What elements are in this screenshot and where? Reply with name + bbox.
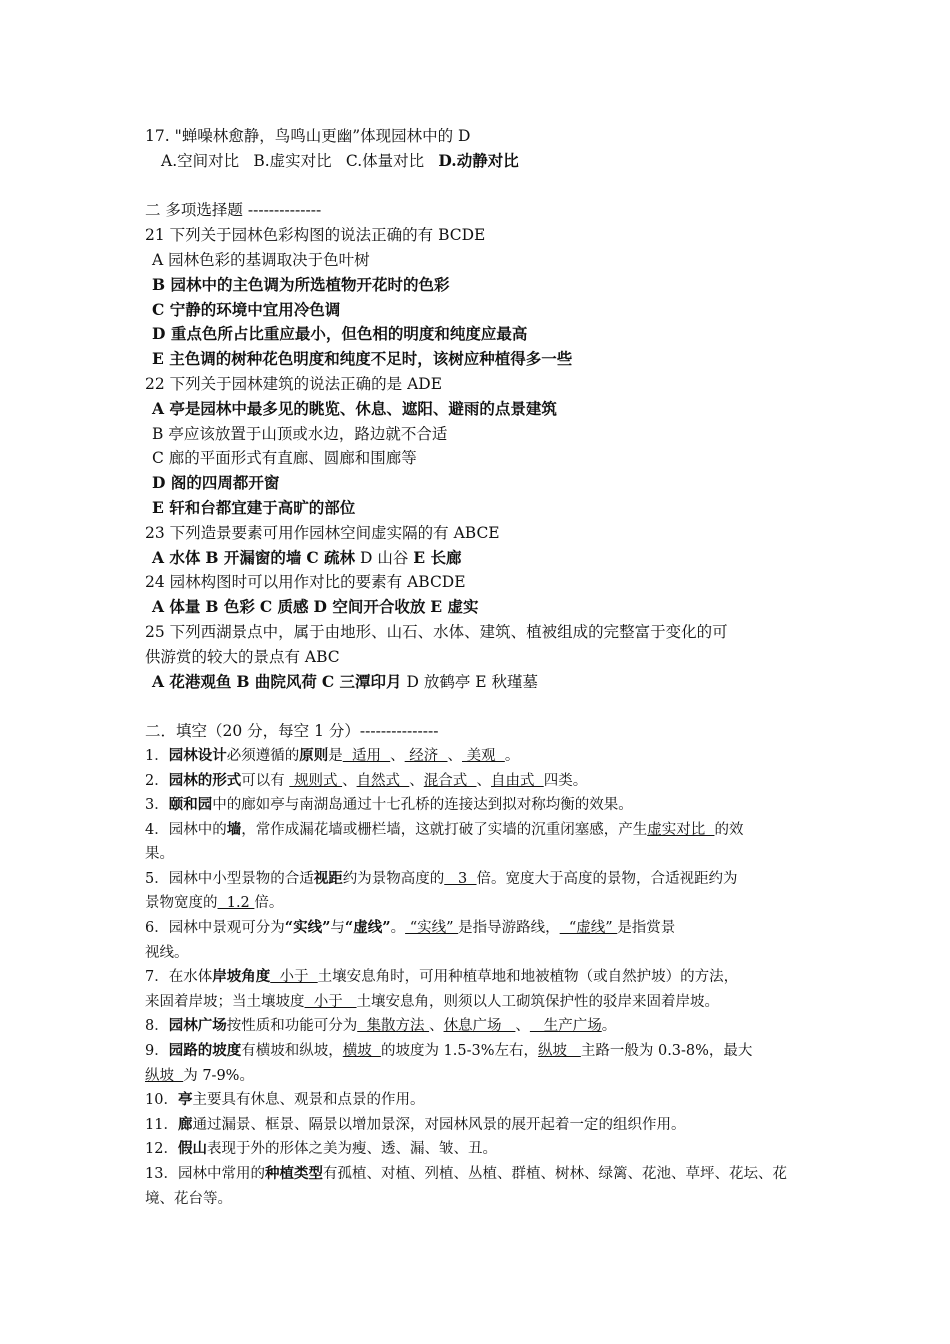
q23-option-e: E 长廊 bbox=[413, 547, 462, 567]
blank-answer: 小于 bbox=[270, 969, 318, 986]
text: 4．园林中的 bbox=[145, 821, 227, 838]
text: 倍。宽度大于高度的景物，合适视距约为 bbox=[476, 870, 738, 887]
text: 的坡度为 1.5-3%左右， bbox=[380, 1043, 539, 1060]
q24-option-e: E 虚实 bbox=[430, 597, 479, 617]
blank-answer: “虚线” bbox=[559, 920, 618, 937]
question-25-options bbox=[145, 670, 810, 695]
separator: 、 bbox=[342, 772, 357, 789]
text: 来固着岸坡；当土壤坡度 bbox=[145, 993, 305, 1010]
fill-item-9 bbox=[145, 1039, 810, 1064]
q23-option-c: C 疏林 bbox=[306, 547, 356, 567]
fill-item-1 bbox=[145, 744, 810, 769]
text: 。 bbox=[390, 920, 406, 937]
spacer bbox=[145, 174, 810, 199]
q24-option-d: D 空间开合收放 bbox=[313, 597, 426, 617]
separator: 、 bbox=[429, 1018, 444, 1035]
text: 表现于外的形体之美为瘦、透、漏、皱、丑。 bbox=[206, 1141, 497, 1158]
section-heading-multiple-choice: 二 多项选择题 -------------- bbox=[145, 201, 322, 220]
q22-option-d bbox=[145, 471, 810, 496]
q25-option-d: D 放鹤亭 bbox=[406, 672, 471, 691]
text: 是指导游路线， bbox=[458, 920, 560, 937]
item-number: 1． bbox=[145, 747, 169, 764]
blank-answer: 生产广场 bbox=[529, 1018, 602, 1035]
question-21-stem: 21 下列关于园林色彩构图的说法正确的有 BCDE bbox=[145, 226, 486, 245]
fill-item-6 bbox=[145, 916, 810, 941]
keyword: “虚线” bbox=[344, 919, 391, 937]
q21-option-e-text: E 主色调的树种花色明度和纯度不足时，该树应种植得多一些 bbox=[152, 349, 573, 369]
separator: 、 bbox=[447, 747, 462, 764]
blank-answer: 经济 bbox=[404, 747, 448, 764]
keyword: 园林广场 bbox=[168, 1017, 227, 1035]
text: 13．园林中常用的 bbox=[145, 1166, 265, 1183]
fill-item-5-cont bbox=[145, 891, 810, 916]
q25-option-c: C 三潭印月 bbox=[321, 671, 402, 691]
question-22-stem: 22 下列关于园林建筑的说法正确的是 ADE bbox=[145, 374, 443, 393]
text: 中的廊如亭与南湖岛通过十七孔桥的连接达到拟对称均衡的效果。 bbox=[212, 797, 633, 814]
text: 的效 bbox=[714, 821, 744, 838]
question-25-stem-line2: 供游赏的较大的景点有 ABC bbox=[145, 647, 340, 666]
fill-item-7 bbox=[145, 965, 810, 990]
keyword: 园林的形式 bbox=[168, 771, 242, 789]
text: 7．在水体 bbox=[145, 969, 213, 986]
separator: 、 bbox=[515, 1018, 530, 1035]
keyword: 廊 bbox=[177, 1115, 193, 1133]
q21-option-d-text: D 重点色所占比重应最小，但色相的明度和纯度应最高 bbox=[152, 324, 528, 344]
q22-option-c: C 廊的平面形式有直廊、圆廊和围廊等 bbox=[152, 449, 417, 468]
blank-answer: 集散方法 bbox=[357, 1018, 430, 1035]
item-number: 2． bbox=[145, 772, 169, 789]
q25-option-e: E 秋瑾墓 bbox=[475, 672, 539, 691]
item-number: 8． bbox=[145, 1018, 169, 1035]
q21-option-c bbox=[145, 298, 810, 323]
q17-stem-text: 17. "蝉噪林愈静，鸟鸣山更幽”体现园林中的 D bbox=[145, 127, 471, 145]
q17-option-d: D.动静对比 bbox=[438, 150, 519, 170]
item-number: 12． bbox=[145, 1141, 178, 1158]
q23-option-a: A 水体 bbox=[152, 547, 201, 567]
q25-option-a: A 花港观鱼 bbox=[152, 671, 232, 691]
fill-item-8 bbox=[145, 1014, 810, 1039]
keyword: 视距 bbox=[313, 869, 343, 887]
blank-answer: 混合式 bbox=[423, 772, 477, 789]
blank-answer: 适用 bbox=[342, 747, 391, 764]
blank-answer: 休息广场 bbox=[443, 1018, 516, 1035]
fill-item-7-cont bbox=[145, 990, 810, 1015]
q24-option-b: B 色彩 bbox=[205, 597, 255, 617]
text: 按性质和功能可分为 bbox=[226, 1018, 358, 1035]
keyword: “实线” bbox=[284, 919, 331, 937]
blank-answer: 自然式 bbox=[356, 772, 410, 789]
text: 通过漏景、框景、隔景以增加景深，对园林风景的展开起着一定的组织作用。 bbox=[192, 1116, 686, 1133]
text: 主要具有休息、观景和点景的作用。 bbox=[192, 1092, 425, 1109]
keyword: 园路的坡度 bbox=[168, 1042, 242, 1060]
question-25-stem-line1: 25 下列西湖景点中，属于由地形、山石、水体、建筑、植被组成的完整富于变化的可 bbox=[145, 622, 728, 641]
text: 土壤安息角，则须以人工砌筑保护性的驳岸来固着岸坡。 bbox=[356, 993, 720, 1010]
text: 景物宽度的 bbox=[145, 895, 218, 912]
section-heading-fill-blank: 二．填空（20 分，每空 1 分）--------------- bbox=[145, 722, 439, 741]
blank-answer: 纵坡 bbox=[538, 1043, 581, 1060]
fill-item-13 bbox=[145, 1162, 810, 1187]
item-number: 3． bbox=[145, 797, 169, 814]
q17-option-a: A.空间对比 bbox=[161, 151, 240, 170]
text: 视线。 bbox=[145, 944, 189, 961]
text: 与 bbox=[330, 920, 345, 937]
text: 有孤植、对植、列植、丛植、群植、树林、绿篱、花池、草坪、花坛、花 bbox=[322, 1166, 787, 1183]
item-number: 11． bbox=[145, 1116, 178, 1133]
keyword: 种植类型 bbox=[264, 1165, 323, 1183]
blank-answer: 纵坡 bbox=[145, 1067, 184, 1084]
q23-option-b: B 开漏窗的墙 bbox=[205, 547, 302, 567]
fill-item-6-cont bbox=[145, 941, 810, 966]
blank-answer: 3 bbox=[444, 870, 477, 887]
q21-option-b bbox=[145, 273, 810, 298]
fill-item-4 bbox=[145, 818, 810, 843]
fill-item-9-cont bbox=[145, 1064, 810, 1089]
separator: 、 bbox=[476, 772, 491, 789]
q22-option-e-text: E 轩和台都宜建于高旷的部位 bbox=[152, 497, 356, 517]
fill-item-10 bbox=[145, 1088, 810, 1113]
q21-option-a: A 园林色彩的基调取决于色叶树 bbox=[152, 250, 370, 269]
text: 境、花台等。 bbox=[145, 1190, 232, 1207]
document-page bbox=[145, 124, 810, 1211]
fill-item-13-cont bbox=[145, 1187, 810, 1212]
text: 6．园林中景观可分为 bbox=[145, 920, 285, 937]
q21-option-e bbox=[145, 347, 810, 372]
separator: 、 bbox=[390, 747, 405, 764]
question-17-stem bbox=[145, 124, 810, 149]
text: 。 bbox=[601, 1018, 617, 1035]
text: 必须遵循的 bbox=[226, 747, 300, 764]
keyword: 亭 bbox=[177, 1091, 193, 1109]
q22-option-b: B 亭应该放置于山顶或水边，路边就不合适 bbox=[152, 424, 448, 443]
fill-item-4-cont bbox=[145, 842, 810, 867]
q17-option-c: C.体量对比 bbox=[345, 151, 425, 170]
spacer bbox=[145, 694, 810, 719]
keyword: 岸坡角度 bbox=[212, 968, 271, 986]
q22-option-a bbox=[145, 397, 810, 422]
blank-answer: 虚实对比 bbox=[647, 821, 715, 838]
fill-item-5 bbox=[145, 867, 810, 892]
q21-option-d bbox=[145, 322, 810, 347]
text: 。 bbox=[504, 747, 520, 764]
q22-option-a-text: A 亭是园林中最多见的眺览、休息、遮阳、避雨的点景建筑 bbox=[152, 398, 557, 418]
keyword: 墙 bbox=[226, 820, 242, 838]
blank-answer: 1.2 bbox=[217, 895, 255, 912]
text: 约为景物高度的 bbox=[342, 870, 445, 887]
q25-option-b: B 曲院风荷 bbox=[236, 671, 317, 691]
q17-option-b: B.虚实对比 bbox=[253, 151, 332, 170]
text: 可以有 bbox=[241, 772, 290, 789]
keyword: 假山 bbox=[177, 1140, 207, 1158]
separator: 、 bbox=[409, 772, 424, 789]
text: 5．园林中小型景物的合适 bbox=[145, 870, 314, 887]
text: 有横坡和纵坡， bbox=[241, 1043, 343, 1060]
fill-item-12 bbox=[145, 1137, 810, 1162]
q22-option-d-text: D 阁的四周都开窗 bbox=[152, 473, 280, 493]
text: 是 bbox=[328, 747, 343, 764]
blank-answer: 自由式 bbox=[491, 772, 544, 789]
fill-item-11 bbox=[145, 1113, 810, 1138]
text: 土壤安息角时，可用种植草地和地被植物（或自然护坡）的方法， bbox=[317, 969, 739, 986]
blank-answer: 美观 bbox=[462, 747, 505, 764]
keyword: 原则 bbox=[299, 746, 329, 764]
fill-item-2 bbox=[145, 769, 810, 794]
keyword: 园林设计 bbox=[168, 746, 227, 764]
q24-option-a: A 体量 bbox=[152, 597, 201, 617]
blank-answer: 规则式 bbox=[289, 772, 343, 789]
item-number: 9． bbox=[145, 1043, 169, 1060]
keyword: 颐和园 bbox=[168, 796, 213, 814]
question-23-options bbox=[145, 546, 810, 571]
text: 主路一般为 0.3-8%，最大 bbox=[580, 1043, 753, 1060]
q22-option-e bbox=[145, 496, 810, 521]
text: 是指赏景 bbox=[617, 920, 676, 937]
question-24-stem: 24 园林构图时可以用作对比的要素有 ABCDE bbox=[145, 573, 466, 592]
blank-answer: “实线” bbox=[405, 920, 459, 937]
question-17-options bbox=[145, 149, 810, 174]
text: 果。 bbox=[145, 846, 174, 863]
blank-answer: 小于 bbox=[304, 993, 357, 1010]
q21-option-b-text: B 园林中的主色调为所选植物开花时的色彩 bbox=[152, 274, 450, 294]
question-24-options bbox=[145, 595, 810, 620]
text: ，常作成漏花墙或栅栏墙，这就打破了实墙的沉重闭塞感，产生 bbox=[241, 821, 648, 838]
q24-option-c: C 质感 bbox=[259, 597, 309, 617]
text: 倍。 bbox=[254, 895, 284, 912]
q23-option-d: D 山谷 bbox=[359, 548, 409, 567]
item-number: 10． bbox=[145, 1092, 178, 1109]
text: 为 7-9%。 bbox=[183, 1067, 254, 1084]
fill-item-3 bbox=[145, 793, 810, 818]
blank-answer: 横坡 bbox=[342, 1043, 381, 1060]
text: 四类。 bbox=[543, 772, 588, 789]
question-23-stem: 23 下列造景要素可用作园林空间虚实隔的有 ABCE bbox=[145, 523, 500, 542]
q21-option-c-text: C 宁静的环境中宜用冷色调 bbox=[152, 299, 341, 319]
